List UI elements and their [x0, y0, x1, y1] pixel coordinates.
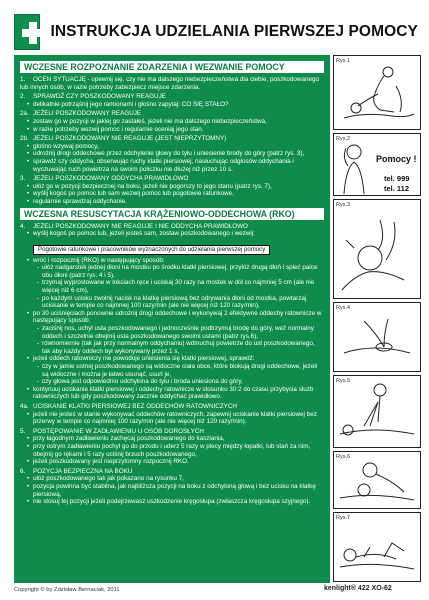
- step-2b: 2b. JEŻELI POSZKODOWANY NIE REAGUJE (JEST NIEPRZYTOMNY): [20, 135, 227, 143]
- bullet: • kontynuuj uciskanie klatki piersiowej i oddechy ratownicze w stosunku 30:2 do czasu przybycia służb ratowniczych lub gdy poszkodowany zacznie oddychać prawidłowo.: [20, 386, 324, 401]
- rescue-breath-icon: [334, 452, 420, 508]
- step-4a: 4a. UCISKANIE KLATKI PIERSIOWEJ BEZ ODDECHÓW RATOWNICZYCH: [20, 402, 237, 410]
- sub-item: - czy w jamie ustnej poszkodowanego są widoczne ciała obce, które blokują drogi oddechowe, jeżeli są widoczne i można je łatwo usunąć, usuń je,: [20, 363, 324, 378]
- illustration-label: Rys.2: [336, 136, 351, 142]
- illustration-label: Rys.6: [336, 454, 351, 460]
- illustration-label: Rys.1: [336, 58, 351, 64]
- recovery-position-icon: [334, 513, 420, 581]
- illustration-2: [333, 133, 421, 196]
- illustration-1: [333, 55, 421, 130]
- bullet: • pozycja powinna być stabilna, jak najbliższa pozycji na boku z odchyloną głową i bez ucisku na klatkę piersiową,: [20, 483, 324, 498]
- bullet: • ułóż go w pozycji bezpiecznej na boku, jeżeli nie pogorszy to jego stanu (patrz rys. 7),: [20, 183, 324, 191]
- emergency-number-112: tel. 112: [384, 184, 410, 193]
- sub-item: - po każdym ucisku zwolnij nacisk na klatkę piersiową bez odrywania dłoni od mostka, powtarzaj uciskanie w tempie co najmniej 100 razy/min (ale nie więcej niż 120 razy/min),: [20, 295, 324, 310]
- head-tilt-airway-icon: [334, 200, 420, 298]
- help-shout-text: Pomocy !: [376, 154, 417, 164]
- emergency-number-999: tel. 999: [384, 174, 410, 183]
- bullet: • sprawdź czy oddycha, obserwując ruchy klatki piersiowej, nasłuchując odgłosów oddychania i wyczuwając ruch powietrza na swoim policzku nie dłużej niż przez 10 s.: [20, 158, 324, 173]
- step-4: 4. JEŻELI POSZKODOWANY NIE REAGUJE I NIE ODDYCHA PRAWIDŁOWO: [20, 222, 248, 230]
- sub-item: - trzymaj wyprostowane w łokciach ręce i uciskaj 30 razy na mostek w dół co najmniej 5 cm (ale nie więcej niż 6 cm),: [20, 279, 324, 294]
- bullet: • wróć i rozpocznij (RKO) w następujący sposób:: [20, 257, 324, 265]
- bullet: • jeżeli oddech ratowniczy nie powoduje uniesienia się klatki piersiowej, sprawdź:: [20, 355, 324, 363]
- illustration-7: [333, 512, 421, 582]
- sub-item: - ułóż nadgarstek jednej dłoni na mostku po środku klatki piersiowej, przyłóż drugą dłoń i spleć palce obu dłoni (patrz rys. 4 i 5),: [20, 264, 324, 279]
- sub-item: - czy głowa jest odpowiednio odchylona do tyłu i broda uniesiona do góry,: [20, 378, 324, 386]
- first-aid-cross-icon: [14, 14, 40, 50]
- illustration-6: [333, 451, 421, 509]
- illustration-4: [333, 302, 421, 372]
- step-3: 3. JEŻELI POSZKODOWANY ODDYCHA PRAWIDŁOWO: [20, 175, 189, 183]
- step-6: 6. POZYCJA BEZPIECZNA NA BOKU: [20, 467, 133, 475]
- illustration-label: Rys.3: [336, 202, 351, 208]
- illustration-5: [333, 375, 421, 448]
- illustration-label: Rys.7: [336, 515, 351, 521]
- instructions-panel: [14, 55, 330, 583]
- header: [14, 14, 418, 50]
- step-5: 5. POSTĘPOWANIE W ZADŁAWIENIU U OSÓB DOROSŁYCH: [20, 427, 204, 435]
- bullet: • delikatnie potrząśnij jego ramionami i głośno zapytaj: CO SIĘ STAŁO?: [20, 101, 324, 109]
- rescuer-check-response-icon: [334, 56, 420, 129]
- bullet: • przy ostrym zadławieniu pochyl go do przodu i uderz 5 razy w plecy między łopatki, lub stań za nim, obejmij go rękami i 5 razy uciśnij brzuch poszkodowanego,: [20, 443, 324, 458]
- person-shouting-icon: [334, 134, 374, 195]
- bullet: • jeżeli poszkodowany jest nieprzytomny rozpocznij RKO.: [20, 458, 324, 466]
- sub-item: - równomiernie (tak jak przy normalnym oddychaniu) wdmuchuj powietrze do ust poszkodowanego, tak aby każdy oddech był wykonywany przez 1 s,: [20, 340, 324, 355]
- illustration-label: Rys.5: [336, 378, 351, 384]
- bullet: • zostaw go w pozycji w jakiej go zastałeś, jeżeli nie ma dalszego niebezpieczeństwa,: [20, 118, 324, 126]
- page-title: INSTRUKCJA UDZIELANIA PIERWSZEJ POMOCY: [50, 23, 418, 40]
- brand-code: kenlight® 422 XO-62: [324, 585, 392, 592]
- step-1: 1. OCEN SYTUACJĘ - upewnij się, czy nie ma dalszego niebezpieczeństwa dla ciebie, poszkodowanego lub innych osób, w razie potrzeby zabezpiecz miejsce zdarzenia.: [20, 76, 319, 91]
- bullet: • głośno wzywaj pomocy,: [20, 143, 324, 151]
- bullet: • przy łagodnym zadławieniu zachęcaj poszkodowanego do kaszlania,: [20, 435, 324, 443]
- sub-item: - zaciśnij nos, uchyl usta poszkodowanego i jednocześnie podtrzymuj brodę do góry, weź normalny oddech i szczelnie obejmij usta poszkodowanego swoimi ustami (patrz rys.6),: [20, 325, 324, 340]
- bullet: • po 30 uciśnięciach ponownie udrożnij drogi oddechowe i wykonywaj 2 efektywne oddechy ratownicze w następujący sposób:: [20, 310, 324, 325]
- copyright-text: Copyright © by Zdzisław Bernaciak, 2011: [14, 587, 120, 593]
- step-2: 2. SPRAWDŹ CZY POSZKODOWANY REAGUJE: [20, 93, 166, 101]
- section-title-cpr: WCZESNA RESUSCYTACJA KRĄŻENIOWO-ODDECHOWA (RKO): [20, 208, 324, 220]
- emergency-callout: Pogotowie ratunkowe i pracowników wyznaczonych do udzielania pierwszej pomocy: [33, 245, 270, 255]
- bullet: • ułóż poszkodowanego tak jak pokazano na rysunku 7,: [20, 475, 324, 483]
- bullet: • regularnie sprawdzaj oddychanie.: [20, 198, 324, 206]
- bullet: • wyślij kogoś po pomoc lub, jeżeli jesteś sam, zostaw poszkodowanego i wezwij:: [20, 230, 324, 238]
- chest-compression-icon: [334, 376, 420, 447]
- section-title-recognition: WCZESNE ROZPOZNANIE ZDARZENIA I WEZWANIE POMOCY: [20, 61, 324, 73]
- illustration-label: Rys.4: [336, 305, 351, 311]
- bullet: • w razie potrzeby wezwij pomoc i regularnie oceniaj jego stan.: [20, 126, 324, 134]
- bullet: • nie stosuj tej pozycji jeżeli podejrzewasz uszkodzenie kręgosłupa (zwłaszcza kręgosłupa szyjnego).: [20, 498, 324, 506]
- bullet: • jeżeli nie jesteś w stanie wykonywać oddechów ratowniczych, zapewnij uciskanie klatki piersiowej bez przerwy w tempie co najmniej 100 razy/min (ale nie więcej niż 120 razy/min).: [20, 411, 324, 426]
- bullet: • wyślij kogoś po pomoc lub sam wezwij pomoc lub pogotowie ratunkowe,: [20, 190, 324, 198]
- bullet: • udrożnij drogi oddechowe przez odchylenie głowy do tyłu i uniesienie brody do góry (patrz rys. 3),: [20, 150, 324, 158]
- illustration-3: [333, 199, 421, 299]
- hand-placement-chest-icon: [334, 303, 420, 371]
- step-2a: 2a. JEŻELI POSZKODOWANY REAGUJE: [20, 110, 142, 118]
